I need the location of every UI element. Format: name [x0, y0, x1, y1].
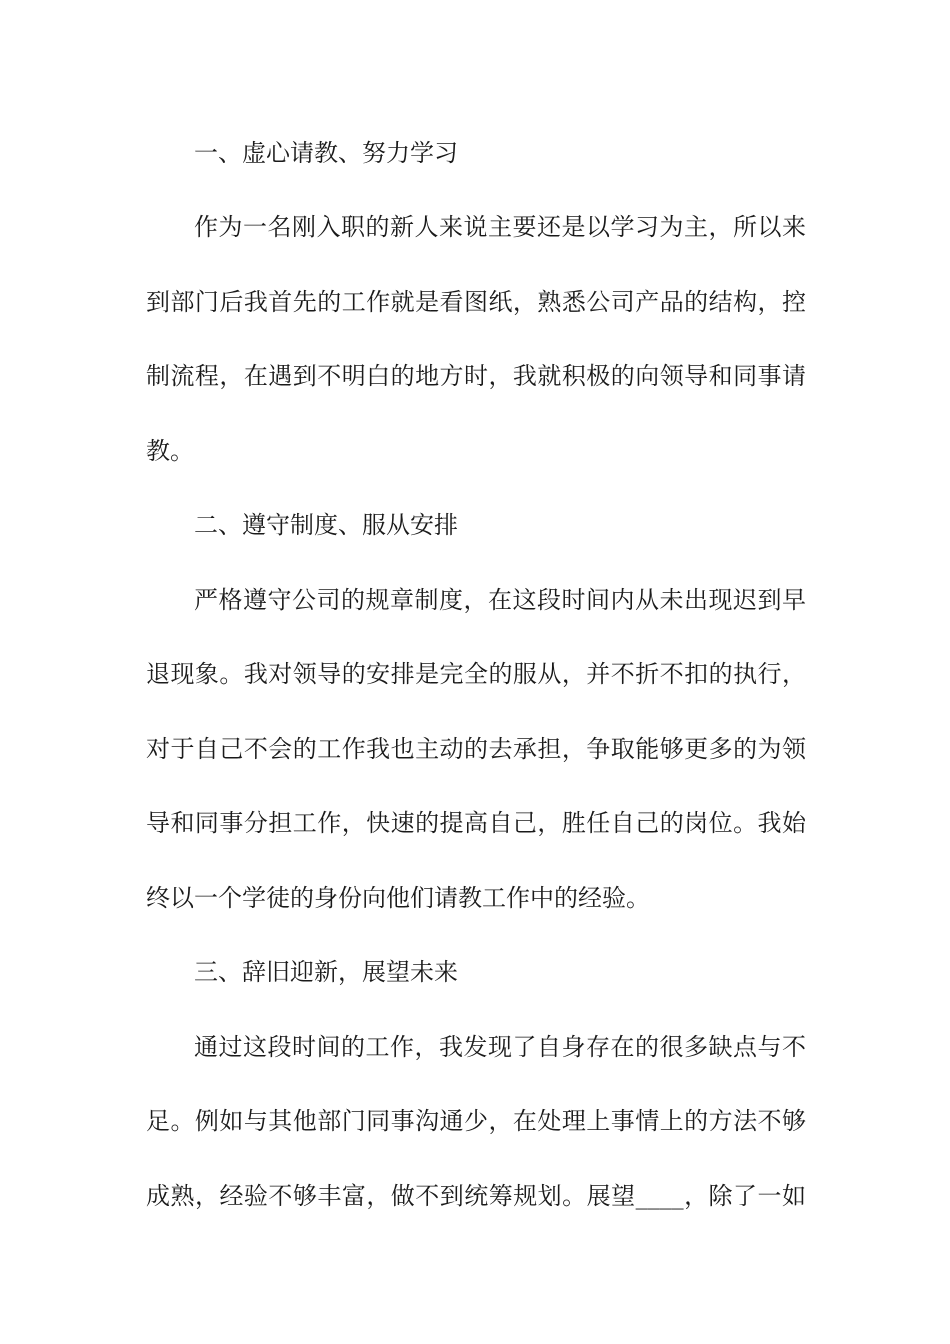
paragraph-3-line-1: 通过这段时间的工作，我发现了自身存在的很多缺点与不: [194, 1033, 806, 1061]
paragraph-3-line-2: 足。例如与其他部门同事沟通少，在处理上事情上的方法不够: [146, 1107, 806, 1135]
paragraph-2-line-5: 终以一个学徒的身份向他们请教工作中的经验。: [146, 884, 650, 912]
heading-2: 二、遵守制度、服从安排: [194, 511, 458, 539]
paragraph-2-line-2: 退现象。我对领导的安排是完全的服从，并不折不扣的执行，: [146, 660, 806, 688]
paragraph-1-line-3: 制流程，在遇到不明白的地方时，我就积极的向领导和同事请: [146, 362, 806, 390]
paragraph-3-line-3: 成熟，经验不够丰富，做不到统筹规划。展望____，除了一如: [146, 1182, 806, 1210]
paragraph-1-line-4: 教。: [146, 437, 194, 465]
paragraph-2-line-4: 导和同事分担工作，快速的提高自己，胜任自己的岗位。我始: [146, 809, 806, 837]
paragraph-2-line-3: 对于自己不会的工作我也主动的去承担，争取能够更多的为领: [146, 735, 806, 763]
paragraph-2-line-1: 严格遵守公司的规章制度，在这段时间内从未出现迟到早: [194, 586, 806, 614]
heading-1: 一、虚心请教、努力学习: [194, 139, 458, 167]
paragraph-1-line-1: 作为一名刚入职的新人来说主要还是以学习为主，所以来: [194, 213, 806, 241]
paragraph-1-line-2: 到部门后我首先的工作就是看图纸，熟悉公司产品的结构，控: [146, 288, 806, 316]
heading-3: 三、辞旧迎新，展望未来: [194, 958, 458, 986]
